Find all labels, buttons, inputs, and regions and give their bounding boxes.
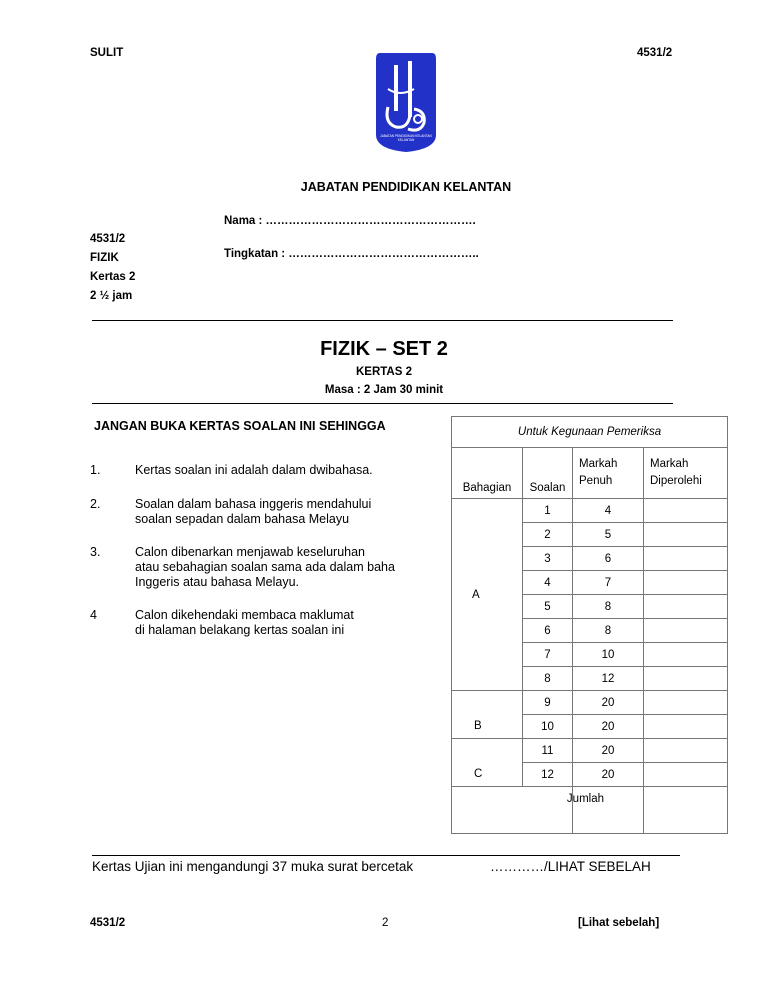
question-number: 3 <box>523 547 573 571</box>
divider-bottom <box>92 855 680 856</box>
svg-text:KELANTAN: KELANTAN <box>397 138 415 142</box>
header-markah-penuh: Markah Penuh <box>573 448 644 499</box>
header-bahagian: Bahagian <box>452 448 523 499</box>
table-row <box>452 499 728 523</box>
full-marks: 12 <box>573 667 644 691</box>
footer-code: 4531/2 <box>90 917 126 929</box>
instruction-number: 2. <box>90 497 101 511</box>
question-number: 4 <box>523 571 573 595</box>
footer-note-right: …………/LIHAT SEBELAH <box>490 859 651 874</box>
question-number: 9 <box>523 691 573 715</box>
header-markah-diperolehi: Markah Diperolehi <box>644 448 728 499</box>
question-number: 11 <box>523 739 573 763</box>
examiner-table <box>451 416 728 834</box>
tingkatan-field: Tingkatan : ………………………………………….. <box>224 248 479 260</box>
marks-obtained <box>644 595 728 619</box>
marks-obtained <box>644 499 728 523</box>
jabatan-logo <box>374 49 438 153</box>
full-marks: 20 <box>573 763 644 787</box>
paper-number: Kertas 2 <box>90 271 136 283</box>
marks-obtained <box>644 691 728 715</box>
full-marks: 8 <box>573 619 644 643</box>
question-number: 1 <box>523 499 573 523</box>
warning-text: JANGAN BUKA KERTAS SOALAN INI SEHINGGA <box>94 419 386 433</box>
divider-top <box>92 320 673 321</box>
marks-obtained <box>644 763 728 787</box>
marks-obtained <box>644 739 728 763</box>
total-label-text: Jumlah <box>566 793 604 805</box>
paper-info <box>90 230 135 306</box>
footer-note-left: Kertas Ujian ini mengandungi 37 muka surat bercetak <box>92 859 414 874</box>
paper-subject: FIZIK <box>90 252 119 264</box>
instruction-number: 1. <box>90 463 101 477</box>
page-title: FIZIK – SET 2 <box>320 338 448 360</box>
full-marks: 10 <box>573 643 644 667</box>
instruction-number: 4 <box>90 608 97 622</box>
total-label <box>452 787 604 834</box>
marks-obtained <box>644 667 728 691</box>
instruction-number: 3. <box>90 545 101 559</box>
table-row <box>452 739 728 763</box>
department-name: JABATAN PENDIDIKAN KELANTAN <box>300 180 512 194</box>
instruction-line: Calon dikehendaki membaca maklumat <box>135 608 354 622</box>
header-code: 4531/2 <box>637 47 673 59</box>
question-number: 10 <box>523 715 573 739</box>
question-number: 7 <box>523 643 573 667</box>
marks-obtained <box>644 571 728 595</box>
section-b: B <box>452 691 523 739</box>
page-number: 2 <box>382 917 389 929</box>
footer-turn-over: [Lihat sebelah] <box>578 917 660 929</box>
marks-obtained <box>644 523 728 547</box>
instruction-line: Soalan dalam bahasa inggeris mendahului <box>135 497 372 511</box>
divider-middle <box>92 403 673 404</box>
instruction-line: soalan sepadan dalam bahasa Melayu <box>135 512 350 526</box>
marks-obtained <box>644 619 728 643</box>
page-subtitle: KERTAS 2 <box>355 366 413 378</box>
table-row <box>452 691 728 715</box>
instruction-line: di halaman belakang kertas soalan ini <box>135 623 345 637</box>
full-marks: 20 <box>573 715 644 739</box>
logo-caption: JABATAN PENDIDIKAN KELANTAN <box>380 134 432 138</box>
paper-code: 4531/2 <box>90 233 126 245</box>
paper-duration: 2 ½ jam <box>90 290 133 302</box>
full-marks: 20 <box>573 691 644 715</box>
question-number: 12 <box>523 763 573 787</box>
question-number: 2 <box>523 523 573 547</box>
question-number: 8 <box>523 667 573 691</box>
marks-obtained <box>644 643 728 667</box>
full-marks: 8 <box>573 595 644 619</box>
instruction-line: Calon dibenarkan menjawab keseluruhan <box>135 545 366 559</box>
question-number: 6 <box>523 619 573 643</box>
full-marks: 20 <box>573 739 644 763</box>
exam-duration: Masa : 2 Jam 30 minit <box>324 384 444 396</box>
header-sulit: SULIT <box>90 47 124 59</box>
instruction-1 <box>90 463 373 478</box>
question-number: 5 <box>523 595 573 619</box>
full-marks: 7 <box>573 571 644 595</box>
examiner-table-title: Untuk Kegunaan Pemeriksa <box>452 417 728 448</box>
section-a: A <box>452 499 523 691</box>
instruction-line: Kertas soalan ini adalah dalam dwibahasa. <box>135 463 373 477</box>
instruction-3 <box>90 545 422 590</box>
section-c: C <box>452 739 523 787</box>
full-marks: 4 <box>573 499 644 523</box>
nama-field: Nama : ………………………………………………. <box>224 215 476 227</box>
marks-obtained <box>644 547 728 571</box>
total-markah-diperolehi <box>644 787 728 834</box>
header-soalan: Soalan <box>523 448 573 499</box>
full-marks: 5 <box>573 523 644 547</box>
instruction-line: Inggeris atau bahasa Melayu. <box>135 575 299 589</box>
instruction-4 <box>90 608 354 638</box>
instruction-line: atau sebahagian soalan sama ada dalam baha <box>135 560 395 574</box>
instruction-2 <box>90 497 371 527</box>
full-marks: 6 <box>573 547 644 571</box>
marks-obtained <box>644 715 728 739</box>
